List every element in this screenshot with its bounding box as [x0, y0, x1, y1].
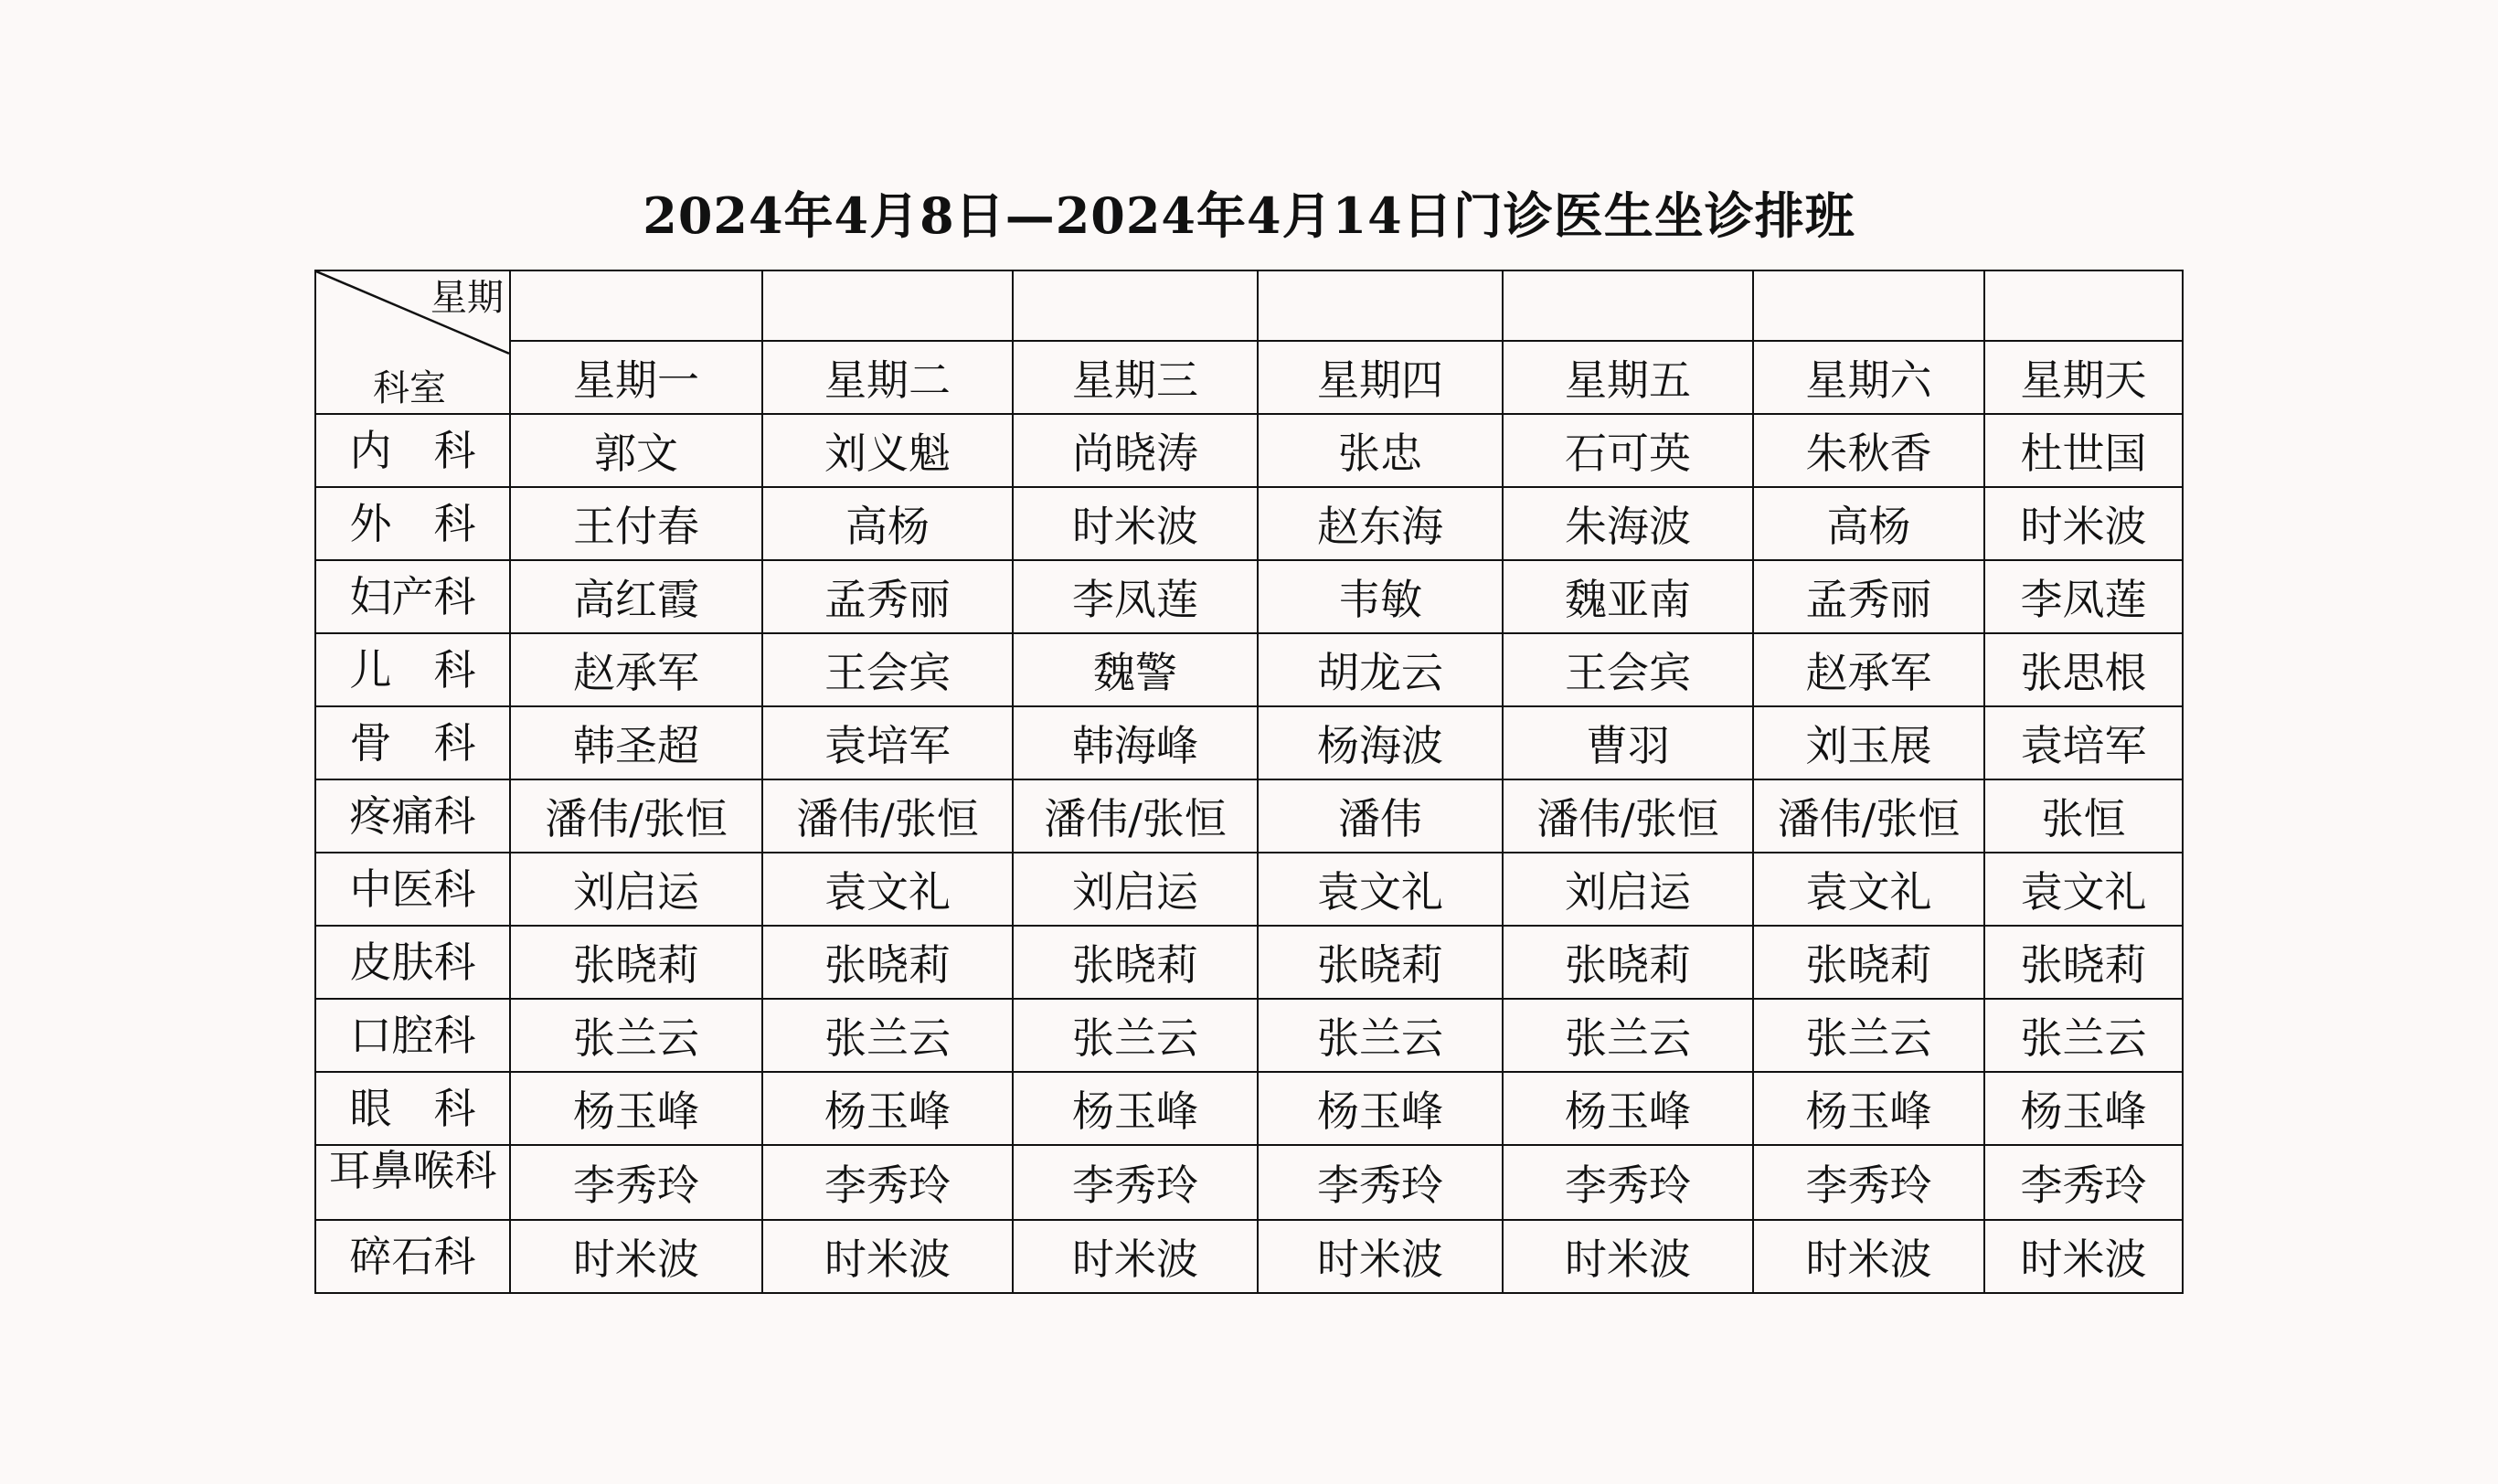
doctor-cell: 袁文礼 [1258, 853, 1503, 926]
header-top-row [315, 270, 2183, 341]
doctor-cell: 张晓莉 [1503, 926, 1753, 999]
table-row [315, 779, 2183, 853]
doctor-cell: 时米波 [1013, 1220, 1258, 1293]
weekday-header-row [315, 341, 2183, 414]
department-cell: 中医科 [315, 853, 510, 926]
doctor-cell: 刘启运 [1503, 853, 1753, 926]
weekday-header: 星期四 [1258, 341, 1503, 414]
department-cell: 口腔科 [315, 999, 510, 1072]
page-title: 2024年4月8日—2024年4月14日门诊医生坐诊排班 [643, 186, 1855, 245]
doctor-cell: 时米波 [1258, 1220, 1503, 1293]
doctor-cell: 杨玉峰 [1503, 1072, 1753, 1145]
doctor-cell: 李秀玲 [762, 1145, 1013, 1220]
doctor-cell: 潘伟 [1258, 779, 1503, 853]
doctor-cell: 高红霞 [510, 560, 762, 633]
doctor-cell: 李凤莲 [1013, 560, 1258, 633]
doctor-cell: 张晓莉 [510, 926, 762, 999]
table-row [315, 926, 2183, 999]
doctor-cell: 袁文礼 [762, 853, 1013, 926]
department-cell: 碎石科 [315, 1220, 510, 1293]
doctor-cell: 张兰云 [762, 999, 1013, 1072]
doctor-cell: 张思根 [1984, 633, 2183, 706]
doctor-cell: 赵承军 [510, 633, 762, 706]
doctor-cell: 王会宾 [762, 633, 1013, 706]
department-cell: 外 科 [315, 487, 510, 560]
doctor-cell: 张兰云 [1503, 999, 1753, 1072]
doctor-cell: 王会宾 [1503, 633, 1753, 706]
doctor-cell: 朱海波 [1503, 487, 1753, 560]
table-row [315, 1220, 2183, 1293]
blank-header-cell [510, 270, 762, 341]
doctor-cell: 潘伟/张恒 [762, 779, 1013, 853]
doctor-cell: 胡龙云 [1258, 633, 1503, 706]
doctor-cell: 孟秀丽 [1753, 560, 1984, 633]
weekday-header: 星期天 [1984, 341, 2183, 414]
doctor-cell: 时米波 [1013, 487, 1258, 560]
doctor-cell: 朱秋香 [1753, 414, 1984, 487]
doctor-cell: 袁培军 [762, 706, 1013, 779]
doctor-cell: 时米波 [1984, 1220, 2183, 1293]
doctor-cell: 王付春 [510, 487, 762, 560]
department-cell: 皮肤科 [315, 926, 510, 999]
schedule-table [314, 270, 2184, 1294]
doctor-cell: 韩圣超 [510, 706, 762, 779]
doctor-cell: 杨玉峰 [1013, 1072, 1258, 1145]
blank-header-cell [1013, 270, 1258, 341]
doctor-cell: 赵东海 [1258, 487, 1503, 560]
doctor-cell: 杨玉峰 [762, 1072, 1013, 1145]
doctor-cell: 杜世国 [1984, 414, 2183, 487]
blank-header-cell [1503, 270, 1753, 341]
doctor-cell: 李秀玲 [1503, 1145, 1753, 1220]
table-row [315, 853, 2183, 926]
department-cell: 儿 科 [315, 633, 510, 706]
doctor-cell: 高杨 [762, 487, 1013, 560]
doctor-cell: 张兰云 [1013, 999, 1258, 1072]
doctor-cell: 时米波 [1503, 1220, 1753, 1293]
doctor-cell: 张兰云 [1984, 999, 2183, 1072]
department-cell: 眼 科 [315, 1072, 510, 1145]
doctor-cell: 张晓莉 [1753, 926, 1984, 999]
table-row [315, 633, 2183, 706]
doctor-cell: 时米波 [762, 1220, 1013, 1293]
weekday-header: 星期六 [1753, 341, 1984, 414]
doctor-cell: 李秀玲 [1984, 1145, 2183, 1220]
doctor-cell: 杨玉峰 [1258, 1072, 1503, 1145]
doctor-cell: 曹羽 [1503, 706, 1753, 779]
department-cell: 妇产科 [315, 560, 510, 633]
blank-header-cell [762, 270, 1013, 341]
doctor-cell: 杨玉峰 [1984, 1072, 2183, 1145]
doctor-cell: 刘启运 [510, 853, 762, 926]
blank-header-cell [1984, 270, 2183, 341]
doctor-cell: 石可英 [1503, 414, 1753, 487]
doctor-cell: 潘伟/张恒 [1753, 779, 1984, 853]
doctor-cell: 韩海峰 [1013, 706, 1258, 779]
doctor-cell: 尚晓涛 [1013, 414, 1258, 487]
blank-header-cell [1753, 270, 1984, 341]
doctor-cell: 刘义魁 [762, 414, 1013, 487]
department-cell: 耳鼻喉科 [315, 1145, 510, 1220]
doctor-cell: 赵承军 [1753, 633, 1984, 706]
doctor-cell: 李秀玲 [1013, 1145, 1258, 1220]
table-row [315, 999, 2183, 1072]
doctor-cell: 刘玉展 [1753, 706, 1984, 779]
doctor-cell: 潘伟/张恒 [1503, 779, 1753, 853]
table-row [315, 1072, 2183, 1145]
doctor-cell: 韦敏 [1258, 560, 1503, 633]
doctor-cell: 魏警 [1013, 633, 1258, 706]
doctor-cell: 张兰云 [1753, 999, 1984, 1072]
corner-header-cell [315, 270, 510, 414]
doctor-cell: 李秀玲 [1753, 1145, 1984, 1220]
doctor-cell: 张忠 [1258, 414, 1503, 487]
table-row [315, 487, 2183, 560]
doctor-cell: 潘伟/张恒 [510, 779, 762, 853]
department-cell: 内 科 [315, 414, 510, 487]
doctor-cell: 时米波 [1753, 1220, 1984, 1293]
doctor-cell: 潘伟/张恒 [1013, 779, 1258, 853]
table-row [315, 1145, 2183, 1220]
department-cell: 骨 科 [315, 706, 510, 779]
doctor-cell: 高杨 [1753, 487, 1984, 560]
doctor-cell: 郭文 [510, 414, 762, 487]
weekday-header: 星期一 [510, 341, 762, 414]
doctor-cell: 张兰云 [510, 999, 762, 1072]
doctor-cell: 张晓莉 [1013, 926, 1258, 999]
doctor-cell: 时米波 [1984, 487, 2183, 560]
doctor-cell: 张晓莉 [762, 926, 1013, 999]
doctor-cell: 杨玉峰 [1753, 1072, 1984, 1145]
table-row [315, 414, 2183, 487]
doctor-cell: 李凤莲 [1984, 560, 2183, 633]
table-row [315, 560, 2183, 633]
weekday-header: 星期五 [1503, 341, 1753, 414]
doctor-cell: 刘启运 [1013, 853, 1258, 926]
weekday-header: 星期三 [1013, 341, 1258, 414]
table-row [315, 706, 2183, 779]
doctor-cell: 袁培军 [1984, 706, 2183, 779]
doctor-cell: 袁文礼 [1753, 853, 1984, 926]
doctor-cell: 张兰云 [1258, 999, 1503, 1072]
blank-header-cell [1258, 270, 1503, 341]
corner-label-weekday: 星期 [431, 277, 504, 319]
doctor-cell: 李秀玲 [1258, 1145, 1503, 1220]
doctor-cell: 李秀玲 [510, 1145, 762, 1220]
doctor-cell: 孟秀丽 [762, 560, 1013, 633]
doctor-cell: 张恒 [1984, 779, 2183, 853]
doctor-cell: 杨海波 [1258, 706, 1503, 779]
doctor-cell: 张晓莉 [1984, 926, 2183, 999]
department-cell: 疼痛科 [315, 779, 510, 853]
weekday-header: 星期二 [762, 341, 1013, 414]
doctor-cell: 袁文礼 [1984, 853, 2183, 926]
doctor-cell: 张晓莉 [1258, 926, 1503, 999]
doctor-cell: 魏亚南 [1503, 560, 1753, 633]
doctor-cell: 杨玉峰 [510, 1072, 762, 1145]
doctor-cell: 时米波 [510, 1220, 762, 1293]
corner-label-department: 科室 [373, 367, 446, 409]
